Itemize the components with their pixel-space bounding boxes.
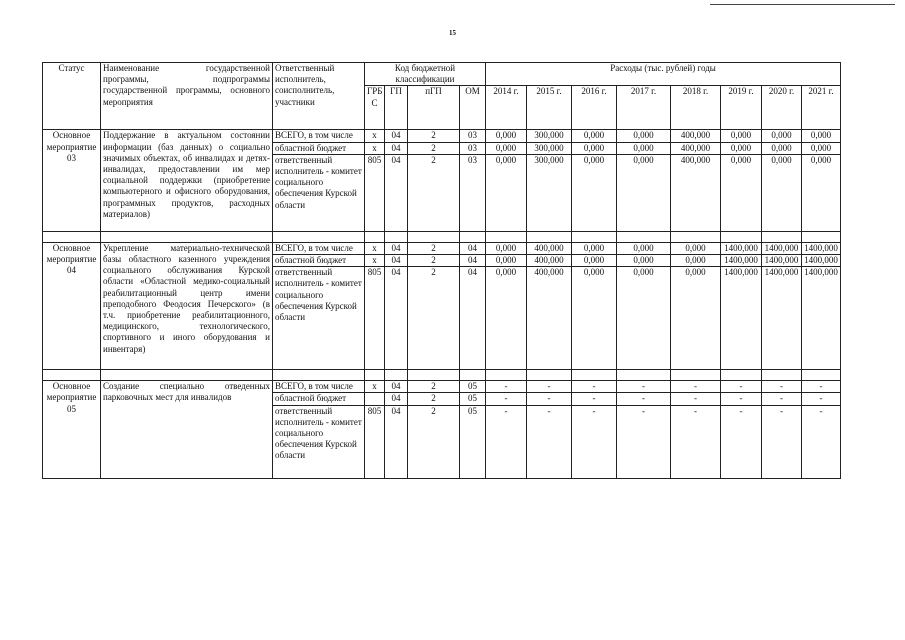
page-number: 15: [449, 29, 456, 37]
code-cell: 2: [408, 142, 460, 154]
code-cell: 04: [385, 405, 408, 478]
code-cell: 04: [385, 242, 408, 254]
header-row-1: [43, 63, 841, 86]
value-cell: 0,000: [802, 130, 841, 142]
value-cell: -: [572, 393, 617, 405]
value-cell: 0,000: [486, 154, 527, 231]
code-cell: x: [365, 130, 385, 142]
header-status: Статус: [43, 63, 101, 130]
code-cell: 2: [408, 405, 460, 478]
value-cell: -: [486, 381, 527, 393]
header-year: 2014 г.: [486, 86, 527, 130]
spacer-cell: [43, 370, 101, 381]
spacer-cell: [617, 370, 671, 381]
code-cell: [365, 393, 385, 405]
value-cell: -: [617, 381, 671, 393]
code-cell: 04: [385, 381, 408, 393]
value-cell: -: [721, 405, 762, 478]
table-body: [43, 63, 841, 479]
value-cell: 0,000: [486, 267, 527, 370]
header-year: 2021 г.: [802, 86, 841, 130]
value-cell: 1400,000: [802, 255, 841, 267]
code-cell: 03: [460, 142, 486, 154]
header-code-grbs: ГРБ С: [365, 86, 385, 130]
value-cell: 0,000: [617, 154, 671, 231]
spacer-cell: [617, 231, 671, 242]
table-row: [43, 242, 841, 254]
value-cell: 0,000: [762, 130, 802, 142]
value-cell: -: [802, 381, 841, 393]
value-cell: 0,000: [721, 154, 762, 231]
value-cell: 400,000: [527, 267, 572, 370]
measure-name: Создание специально отведенных парковочных мест для инвалидов: [101, 381, 273, 478]
spacer-cell: [43, 231, 101, 242]
value-cell: 0,000: [802, 154, 841, 231]
header-code-gp: ГП: [385, 86, 408, 130]
header-year: 2016 г.: [572, 86, 617, 130]
value-cell: 1400,000: [762, 242, 802, 254]
spacer-row: [43, 231, 841, 242]
value-cell: -: [617, 405, 671, 478]
value-cell: 0,000: [721, 142, 762, 154]
spacer-cell: [762, 231, 802, 242]
value-cell: -: [486, 405, 527, 478]
value-cell: 0,000: [486, 130, 527, 142]
code-cell: 2: [408, 242, 460, 254]
spacer-cell: [527, 370, 572, 381]
value-cell: 400,000: [671, 154, 721, 231]
value-cell: 0,000: [671, 267, 721, 370]
row-label: ВСЕГО, в том числе: [273, 242, 365, 254]
value-cell: 1400,000: [721, 267, 762, 370]
row-label: областной бюджет: [273, 393, 365, 405]
value-cell: -: [572, 381, 617, 393]
value-cell: -: [802, 405, 841, 478]
value-cell: 1400,000: [721, 255, 762, 267]
code-cell: 03: [460, 154, 486, 231]
value-cell: 400,000: [671, 130, 721, 142]
code-cell: 2: [408, 154, 460, 231]
code-cell: 2: [408, 267, 460, 370]
code-cell: 04: [460, 242, 486, 254]
value-cell: -: [762, 405, 802, 478]
measure-status: Основное мероприятие 03: [43, 130, 101, 231]
spacer-cell: [671, 231, 721, 242]
value-cell: -: [721, 393, 762, 405]
value-cell: 300,000: [527, 154, 572, 231]
value-cell: 1400,000: [802, 267, 841, 370]
value-cell: -: [527, 405, 572, 478]
spacer-cell: [101, 231, 273, 242]
value-cell: -: [527, 381, 572, 393]
value-cell: 400,000: [527, 255, 572, 267]
code-cell: 805: [365, 267, 385, 370]
code-cell: 04: [385, 142, 408, 154]
spacer-cell: [408, 231, 460, 242]
row-label: областной бюджет: [273, 255, 365, 267]
value-cell: -: [671, 393, 721, 405]
spacer-cell: [101, 370, 273, 381]
spacer-cell: [802, 231, 841, 242]
code-cell: 04: [460, 267, 486, 370]
code-cell: x: [365, 242, 385, 254]
header-year: 2015 г.: [527, 86, 572, 130]
value-cell: -: [671, 405, 721, 478]
row-label: областной бюджет: [273, 142, 365, 154]
spacer-cell: [572, 370, 617, 381]
spacer-cell: [385, 231, 408, 242]
code-cell: 2: [408, 393, 460, 405]
spacer-cell: [273, 231, 365, 242]
table-row: [43, 130, 841, 142]
code-cell: 04: [385, 267, 408, 370]
spacer-cell: [572, 231, 617, 242]
value-cell: 0,000: [572, 267, 617, 370]
value-cell: 0,000: [617, 242, 671, 254]
spacer-cell: [721, 370, 762, 381]
spacer-cell: [460, 231, 486, 242]
row-label: ВСЕГО, в том числе: [273, 130, 365, 142]
value-cell: -: [762, 393, 802, 405]
code-cell: x: [365, 142, 385, 154]
spacer-cell: [486, 231, 527, 242]
header-expenses-group: Расходы (тыс. рублей) годы: [486, 63, 841, 86]
value-cell: 400,000: [671, 142, 721, 154]
code-cell: 2: [408, 255, 460, 267]
spacer-cell: [671, 370, 721, 381]
measure-name: Укрепление материально-технической базы областного казенного учреждения социального обслуживания Курской области «Областной медико-социальный реабилитационный центр имени преподобного Феодосия Печерского» (в т.ч. приобретение реабилитационного, медицинского, технологического, спортивного и иного оборудования и инвентаря): [101, 242, 273, 369]
spacer-cell: [460, 370, 486, 381]
value-cell: 0,000: [762, 142, 802, 154]
header-name: Наименование государственной программы, подпрограммы государственной программы, основного мероприятия: [101, 63, 273, 130]
spacer-cell: [721, 231, 762, 242]
value-cell: 0,000: [572, 242, 617, 254]
value-cell: 0,000: [572, 142, 617, 154]
code-cell: 04: [385, 255, 408, 267]
spacer-cell: [273, 370, 365, 381]
value-cell: -: [802, 393, 841, 405]
spacer-cell: [365, 370, 385, 381]
value-cell: 0,000: [802, 142, 841, 154]
value-cell: 0,000: [671, 242, 721, 254]
value-cell: -: [527, 393, 572, 405]
value-cell: -: [671, 381, 721, 393]
header-year: 2018 г.: [671, 86, 721, 130]
code-cell: x: [365, 255, 385, 267]
code-cell: 04: [385, 130, 408, 142]
row-label: ответственный исполнитель - комитет социального обеспечения Курской области: [273, 154, 365, 231]
value-cell: -: [617, 393, 671, 405]
value-cell: 0,000: [572, 130, 617, 142]
value-cell: 0,000: [617, 130, 671, 142]
row-label: ВСЕГО, в том числе: [273, 381, 365, 393]
spacer-cell: [527, 231, 572, 242]
code-cell: x: [365, 381, 385, 393]
value-cell: 0,000: [572, 154, 617, 231]
spacer-cell: [762, 370, 802, 381]
header-responsible: Ответственный исполнитель, соисполнитель, участники: [273, 63, 365, 130]
top-rule: [710, 4, 895, 5]
value-cell: 1400,000: [762, 267, 802, 370]
value-cell: 1400,000: [762, 255, 802, 267]
value-cell: -: [572, 405, 617, 478]
code-cell: 04: [460, 255, 486, 267]
value-cell: 0,000: [486, 142, 527, 154]
value-cell: 0,000: [617, 142, 671, 154]
spacer-cell: [365, 231, 385, 242]
spacer-cell: [486, 370, 527, 381]
header-year: 2019 г.: [721, 86, 762, 130]
value-cell: 0,000: [671, 255, 721, 267]
value-cell: 0,000: [486, 242, 527, 254]
value-cell: 0,000: [617, 267, 671, 370]
value-cell: -: [762, 381, 802, 393]
code-cell: 04: [385, 393, 408, 405]
value-cell: 1400,000: [721, 242, 762, 254]
code-cell: 03: [460, 130, 486, 142]
table-row: [43, 381, 841, 393]
measure-status: Основное мероприятие 04: [43, 242, 101, 369]
value-cell: 300,000: [527, 142, 572, 154]
value-cell: -: [486, 393, 527, 405]
spacer-cell: [802, 370, 841, 381]
code-cell: 805: [365, 154, 385, 231]
header-code-om: ОМ: [460, 86, 486, 130]
code-cell: 805: [365, 405, 385, 478]
value-cell: 0,000: [572, 255, 617, 267]
code-cell: 04: [385, 154, 408, 231]
row-label: ответственный исполнитель - комитет социального обеспечения Курской области: [273, 267, 365, 370]
measure-status: Основное мероприятие 05: [43, 381, 101, 478]
header-year: 2017 г.: [617, 86, 671, 130]
spacer-row: [43, 370, 841, 381]
spacer-cell: [385, 370, 408, 381]
value-cell: 0,000: [762, 154, 802, 231]
code-cell: 05: [460, 405, 486, 478]
spacer-cell: [408, 370, 460, 381]
code-cell: 2: [408, 381, 460, 393]
value-cell: 300,000: [527, 130, 572, 142]
row-label: ответственный исполнитель - комитет социального обеспечения Курской области: [273, 405, 365, 478]
code-cell: 05: [460, 381, 486, 393]
budget-table: [42, 62, 841, 479]
value-cell: -: [721, 381, 762, 393]
value-cell: 0,000: [721, 130, 762, 142]
code-cell: 05: [460, 393, 486, 405]
value-cell: 0,000: [486, 255, 527, 267]
measure-name: Поддержание в актуальном состоянии информации (баз данных) о социально значимых объектах, об инвалидах и детях-инвалидах, предоставлении им мер социальной поддержки (приобретение компьютерного и офисного оборудования, программных продуктов, расходных материалов): [101, 130, 273, 231]
code-cell: 2: [408, 130, 460, 142]
header-year: 2020 г.: [762, 86, 802, 130]
value-cell: 0,000: [617, 255, 671, 267]
value-cell: 1400,000: [802, 242, 841, 254]
header-code-pgp: пГП: [408, 86, 460, 130]
header-bk-group: Код бюджетной классификации: [365, 63, 486, 86]
value-cell: 400,000: [527, 242, 572, 254]
